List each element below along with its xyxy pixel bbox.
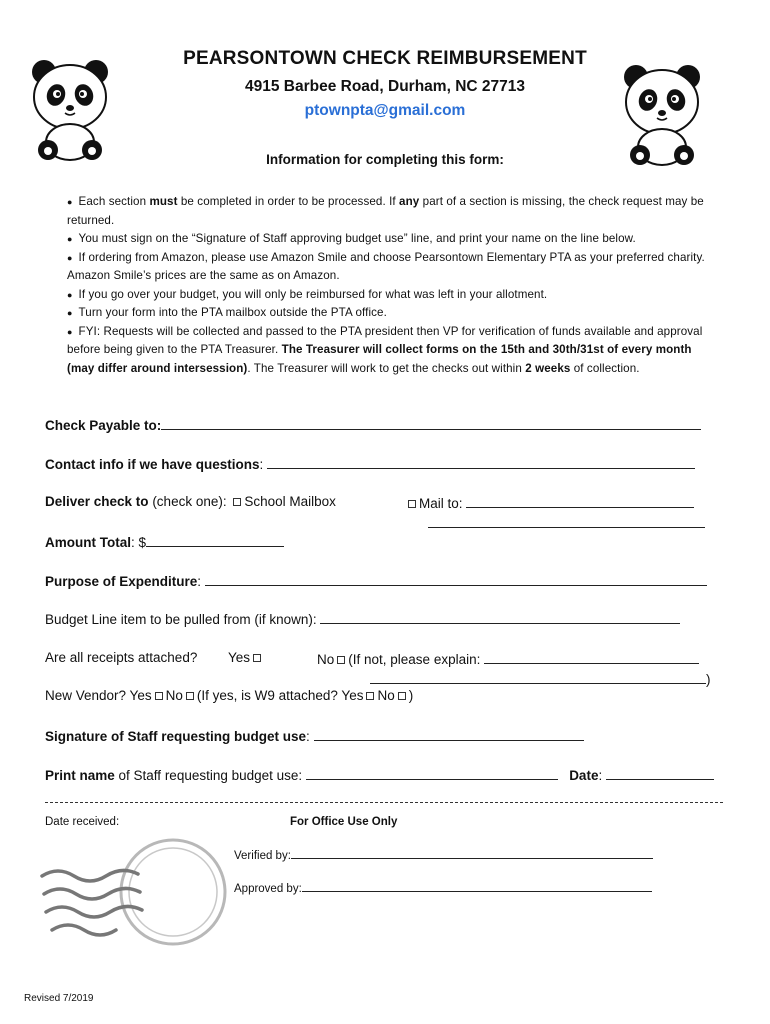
purpose-row: Purpose of Expenditure:	[45, 572, 707, 589]
verified-field[interactable]	[291, 847, 653, 859]
receipts-no-checkbox[interactable]	[337, 656, 345, 664]
bullet-icon: ●	[67, 252, 73, 263]
mail-to-line2	[428, 514, 705, 531]
approved-field[interactable]	[302, 880, 652, 892]
approved-row: Approved by:	[234, 880, 652, 895]
date-received-label: Date received:	[45, 816, 120, 828]
new-vendor-no-checkbox[interactable]	[186, 692, 194, 700]
school-mailbox-label: School Mailbox	[244, 494, 336, 509]
bullet-3: ● If ordering from Amazon, please use Amazon Smile and choose Pearsontown Elementary PTA as your preferred charity. Amazon Smile’s prices are the same as on Amazon.	[67, 250, 705, 282]
new-vendor-yes-checkbox[interactable]	[155, 692, 163, 700]
signature-field[interactable]	[314, 727, 584, 741]
office-use-heading: For Office Use Only	[290, 816, 398, 828]
mail-to-field[interactable]	[466, 494, 694, 508]
bullet-icon: ●	[67, 197, 73, 207]
revised-date: Revised 7/2019	[24, 993, 94, 1004]
bullet-icon: ●	[67, 308, 73, 318]
receipts-row: Are all receipts attached?	[45, 650, 198, 665]
budget-line-row: Budget Line item to be pulled from (if known):	[45, 610, 680, 627]
w9-no-checkbox[interactable]	[398, 692, 406, 700]
verified-row: Verified by:	[234, 847, 653, 862]
new-vendor-row: New Vendor? Yes No (If yes, is W9 attached? Yes No )	[45, 688, 414, 703]
print-name-row: Print name of Staff requesting budget use: Date:	[45, 766, 714, 783]
purpose-field[interactable]	[205, 572, 707, 586]
bullet-icon: ●	[67, 289, 73, 300]
signature-row: Signature of Staff requesting budget use:	[45, 727, 584, 744]
mail-to-row: Mail to:	[405, 494, 694, 511]
form-title: PEARSONTOWN CHECK REIMBURSEMENT	[183, 48, 587, 69]
explain-field-2[interactable]	[370, 670, 706, 684]
amount-row: Amount Total: $	[45, 533, 284, 550]
check-payable-row: Check Payable to:	[45, 416, 701, 433]
address: 4915 Barbee Road, Durham, NC 27713	[245, 78, 525, 95]
mail-to-field-2[interactable]	[428, 514, 705, 528]
w9-yes-checkbox[interactable]	[366, 692, 374, 700]
explain-field[interactable]	[484, 650, 699, 664]
bullet-4: ● If you go over your budget, you will only be reimbursed for what was left in your allotment.	[67, 287, 548, 301]
mail-to-checkbox[interactable]	[408, 500, 416, 508]
bullet-icon: ●	[67, 234, 73, 244]
print-name-field[interactable]	[306, 766, 558, 780]
bullet-icon: ●	[67, 326, 73, 337]
bullet-1: ● Each section must be completed in order to be processed. If any part of a section is missing, the check request may be returned.	[67, 195, 704, 227]
postmark-stamp-icon	[38, 838, 238, 950]
check-payable-field[interactable]	[161, 416, 701, 430]
cut-divider	[45, 802, 723, 803]
info-heading: Information for completing this form:	[266, 152, 504, 167]
amount-field[interactable]	[146, 533, 284, 547]
explain-line2: )	[370, 670, 711, 687]
budget-line-field[interactable]	[320, 610, 680, 624]
bullet-2: ● You must sign on the “Signature of Staff approving budget use” line, and print your name on the line below.	[67, 232, 636, 245]
deliver-row: Deliver check to (check one): School Mailbox	[45, 494, 336, 509]
receipts-yes-checkbox[interactable]	[253, 654, 261, 662]
school-mailbox-checkbox[interactable]	[233, 498, 241, 506]
bullet-5: ● Turn your form into the PTA mailbox outside the PTA office.	[67, 306, 387, 319]
instructions-list	[67, 193, 717, 378]
email-link[interactable]: ptownpta@gmail.com	[304, 102, 466, 119]
bullet-6: ● FYI: Requests will be collected and passed to the PTA president then VP for verification of funds available and approval before being given to the PTA Treasurer. The Treasurer will collect forms on the 15th and 30th/31st of every month (may differ around intersession). The Treasurer will work to get the checks out within 2 weeks of collection.	[67, 324, 703, 375]
receipts-no: No (If not, please explain:	[317, 650, 699, 667]
date-field[interactable]	[606, 766, 714, 780]
receipts-yes: Yes	[228, 650, 264, 665]
contact-info-row: Contact info if we have questions:	[45, 455, 695, 472]
contact-info-field[interactable]	[267, 455, 695, 469]
